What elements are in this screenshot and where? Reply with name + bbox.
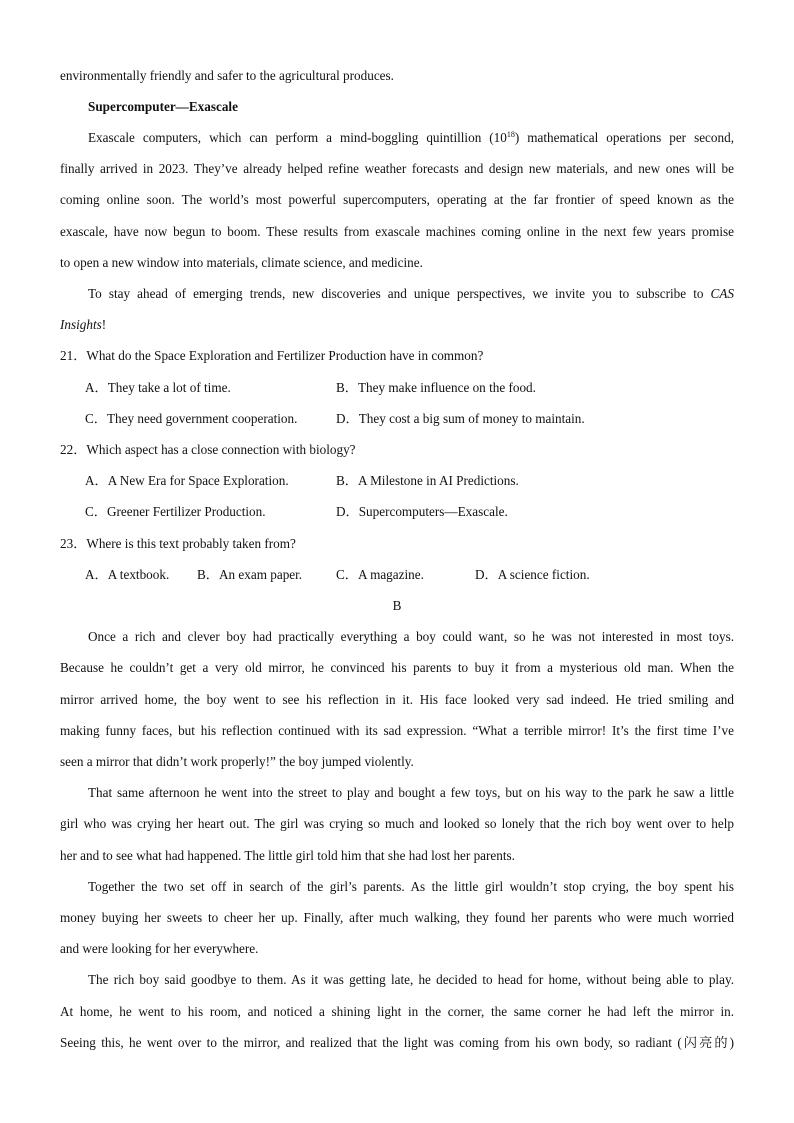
intro-tail-line: environmentally friendly and safer to the agricultural produces.	[60, 68, 394, 83]
insights-italic: Insights	[60, 317, 102, 332]
question-22-option-d[interactable]: D．Supercomputers—Exascale.	[336, 504, 508, 519]
section-p1-line: Exascale computers, which can perform a mind-boggling quintillion $(10^{18})$ mathematical operations per second,	[88, 130, 734, 145]
question-22-option-a[interactable]: A．A New Era for Space Exploration.	[85, 473, 289, 488]
question-23-option-b[interactable]: B．An exam paper.	[197, 567, 303, 582]
question-21-option-b[interactable]: B．They make influence on the food.	[336, 380, 536, 395]
question-22-option-c[interactable]: C．Greener Fertilizer Production.	[85, 504, 266, 519]
passage-b-line: Once a rich and clever boy had practically everything a boy could want, so he was not interested in most toys.	[88, 629, 734, 644]
question-23-option-c[interactable]: C．A magazine.	[336, 567, 424, 582]
passage-b-line: Because he couldn’t get a very old mirror, he convinced his parents to buy it from a mysterious old man. When the	[60, 660, 734, 675]
question-22-option-b[interactable]: B．A Milestone in AI Predictions.	[336, 473, 519, 488]
passage-b-line: and were looking for her everywhere.	[60, 941, 259, 956]
passage-b-line: money buying her sweets to cheer her up. Finally, after much walking, they found her parents who were much worried	[60, 910, 734, 925]
passage-b-line: At home, he went to his room, and noticed a shining light in the corner, the same corner he had left the mirror in.	[60, 1004, 734, 1019]
passage-b-label: B	[392, 598, 402, 613]
cas-italic: CAS	[710, 286, 734, 301]
section-p2-line: Insights!	[60, 317, 107, 332]
section-p1-line: coming online soon. The world’s most powerful supercomputers, operating at the far frontier of speed known as the	[60, 192, 734, 207]
passage-b-line: her and to see what had happened. The little girl told him that she had lost her parents.	[60, 848, 515, 863]
question-21-option-d[interactable]: D．They cost a big sum of money to maintain.	[336, 411, 585, 426]
passage-b-line: Together the two set off in search of the girl’s parents. As the little girl wouldn’t stop crying, the boy spent his	[88, 879, 734, 894]
passage-b-line: girl who was crying her heart out. The girl was crying so much and looked so lonely that the rich boy went over to help	[60, 816, 734, 831]
question-21-option-a[interactable]: A．They take a lot of time.	[85, 380, 231, 395]
question-21-option-c[interactable]: C．They need government cooperation.	[85, 411, 298, 426]
question-23-option-a[interactable]: A．A textbook.	[85, 567, 170, 582]
section-heading: Supercomputer—Exascale	[88, 99, 238, 114]
passage-b-line: That same afternoon he went into the street to play and bought a few toys, but on his way to the park he saw a little	[88, 785, 734, 800]
section-p1-line: to open a new window into materials, climate science, and medicine.	[60, 255, 423, 270]
exponent: 18	[506, 130, 515, 139]
passage-b-line: mirror arrived home, the boy went to see his reflection in it. His face looked very sad indeed. He tried smiling and	[60, 692, 734, 707]
question-23-stem: 23．Where is this text probably taken from?	[60, 536, 296, 551]
section-p1-line: finally arrived in 2023. They’ve already helped refine weather forecasts and design new materials, and new ones will be	[60, 161, 734, 176]
section-p2-line: To stay ahead of emerging trends, new discoveries and unique perspectives, we invite you to subscribe to CAS	[88, 286, 734, 301]
passage-b-line: making funny faces, but his reflection continued with its sad expression. “What a terrible mirror! It’s the first time I’ve	[60, 723, 734, 738]
question-21-stem: 21．What do the Space Exploration and Fertilizer Production have in common?	[60, 348, 484, 363]
question-23-option-d[interactable]: D．A science fiction.	[475, 567, 590, 582]
section-p1-line: exascale, have now begun to boom. These results from exascale machines coming online in the next few years promise	[60, 224, 734, 239]
passage-b-line: Seeing this, he went over to the mirror, and realized that the light was coming from his own body, so radiant (闪亮的)	[60, 1035, 734, 1050]
passage-b-line: seen a mirror that didn’t work properly!” the boy jumped violently.	[60, 754, 414, 769]
passage-b-line: The rich boy said goodbye to them. As it was getting late, he decided to head for home, without being able to play.	[88, 972, 734, 987]
question-22-stem: 22．Which aspect has a close connection with biology?	[60, 442, 356, 457]
